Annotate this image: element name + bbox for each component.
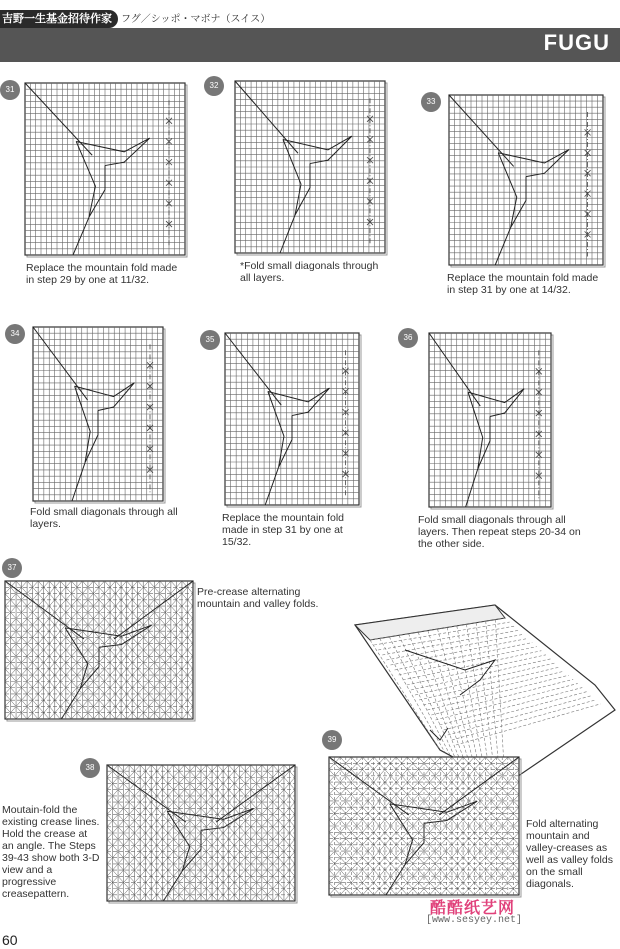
step-33-diagram [446,92,606,268]
step-number: 33 [421,92,441,112]
step-number: 35 [200,330,220,350]
step-39-caption: Fold alternating mountain and valley-creases as well as valley folds on the small diagonals. [526,818,613,890]
step-number: 36 [398,328,418,348]
step-number: 37 [2,558,22,578]
step-number: 34 [5,324,25,344]
step-37-diagram [2,578,196,722]
japanese-title: 吉野一生基金招待作家 [0,10,118,28]
step-38-caption: Moutain-fold the existing crease lines. Hold the crease at an angle. The Steps 39-43 show both 3-D view and a progressive creasepattern. [2,804,100,900]
step-number: 38 [80,758,100,778]
page-title: FUGU [543,30,610,55]
step-37-caption: Pre-crease alternating mountain and valley folds. [197,586,319,610]
page-number: 60 [2,932,18,948]
step-number: 39 [322,730,342,750]
step-32-caption: *Fold small diagonals through all layers. [240,260,379,284]
step-36-diagram [426,330,554,510]
step-39-diagram [326,754,522,898]
step-32-diagram [232,78,388,256]
japanese-header [0,10,270,28]
page-header [0,0,620,62]
japanese-subtitle: フグ／シッポ・マボナ（スイス） [121,14,271,25]
step-34-caption: Fold small diagonals through all layers. [30,506,178,530]
step-36-caption: Fold small diagonals through all layers. Then repeat steps 20-34 on the other side. [418,514,581,550]
step-number: 31 [0,80,20,100]
step-33-caption: Replace the mountain fold made in step 31 by one at 14/32. [447,272,599,296]
step-31-diagram [22,80,188,258]
step-number: 32 [204,76,224,96]
watermark-logo: 酷酷纸艺网 [430,900,516,917]
step-31-caption: Replace the mountain fold made in step 29 by one at 11/32. [26,262,178,286]
step-35-diagram [222,330,362,508]
watermark-url: [www.sesyey.net] [426,915,523,926]
title-band [0,28,620,62]
step-34-diagram [30,324,166,504]
step-38-diagram [104,762,298,910]
step-35-caption: Replace the mountain fold made in step 31 by one at 15/32. [222,512,344,548]
